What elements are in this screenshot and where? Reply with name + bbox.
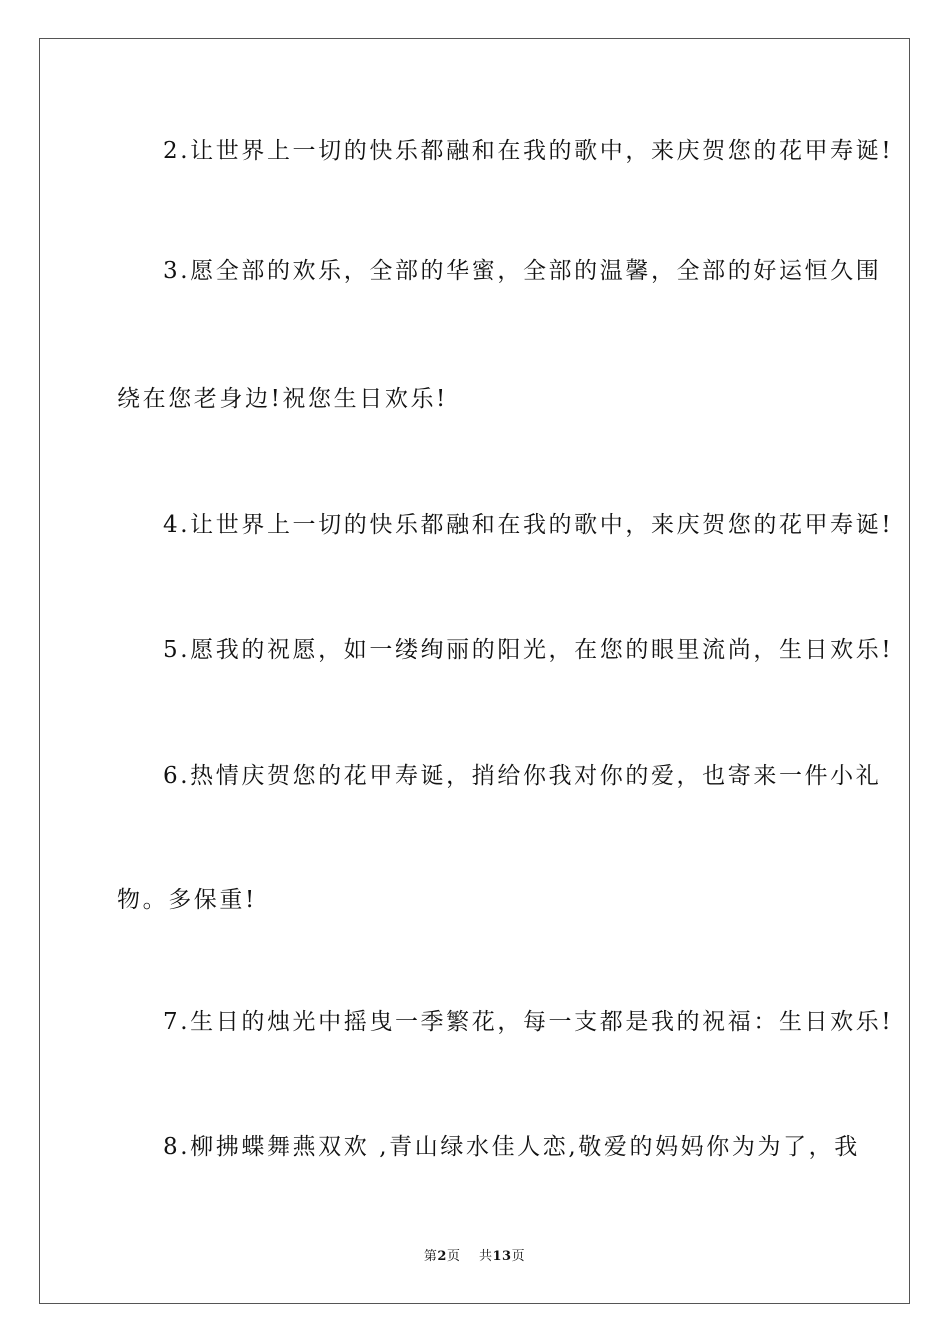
paragraph-line-1: 2.让世界上一切的快乐都融和在我的歌中，来庆贺您的花甲寿诞!	[163, 138, 894, 164]
paragraph-line-5: 5.愿我的祝愿，如一缕绚丽的阳光，在您的眼里流尚，生日欢乐!	[163, 637, 894, 663]
page-frame	[39, 38, 910, 1304]
paragraph-line-7: 物。多保重!	[117, 887, 257, 913]
footer-suffix: 页	[511, 1249, 526, 1264]
paragraph-line-6: 6.热情庆贺您的花甲寿诞，捎给你我对你的爱，也寄来一件小礼	[163, 763, 882, 789]
paragraph-line-8: 7.生日的烛光中摇曳一季繁花，每一支都是我的祝福：生日欢乐!	[163, 1009, 894, 1035]
paragraph-line-9: 8.柳拂蝶舞燕双欢 ,青山绿水佳人恋,敬爱的妈妈你为为了，我	[163, 1134, 860, 1160]
footer-middle: 页 共	[446, 1249, 493, 1264]
footer-total-pages: 13	[492, 1249, 512, 1264]
paragraph-line-2: 3.愿全部的欢乐，全部的华蜜，全部的温馨，全部的好运恒久围	[163, 258, 882, 284]
footer-prefix: 第	[423, 1249, 438, 1264]
paragraph-line-3: 绕在您老身边!祝您生日欢乐!	[117, 386, 448, 412]
page-footer	[40, 1245, 909, 1264]
paragraph-line-4: 4.让世界上一切的快乐都融和在我的歌中，来庆贺您的花甲寿诞!	[163, 512, 894, 538]
footer-page-number: 2	[437, 1249, 447, 1264]
